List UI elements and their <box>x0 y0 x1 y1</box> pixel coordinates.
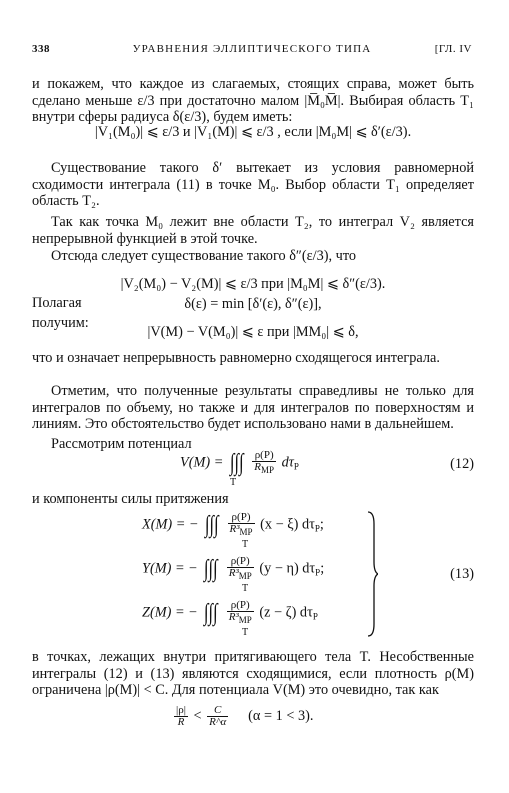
eq12-domain: T <box>230 477 237 488</box>
paragraph-7: что и означает непрерывность равномерно сходящегося интеграла. <box>32 350 440 366</box>
equation-number-13: (13) <box>450 566 474 582</box>
running-title: УРАВНЕНИЯ ЭЛЛИПТИЧЕСКОГО ТИПА <box>132 43 372 55</box>
eq12-fraction: $\frac{\rho(P)}{R_{MP}}$ <box>254 449 275 475</box>
equation-2: |V₂(M₀) − V₂(M)| ⩽ ε/3 при |M₀M| ⩽ δ″(ε/3). <box>120 276 386 292</box>
equation-12: V(M) = ∫∫∫ $\frac{\rho(P)}{R_{MP}}$ $d\tau_P$ <box>180 449 299 476</box>
equation-bound: $\frac{|\rho|}{R}$ < $\frac{C}{R\^{}\alpha}$ (α = 1 < 3). <box>176 704 314 728</box>
paragraph-1: и покажем, что каждое из слагаемых, стоящих справа, может быть сделано меньше ε/3 при достаточно малом |M̅₀M̅|. Выбирая область T₁ внутри сферы радиуса δ(ε/3), будем иметь: <box>32 76 474 125</box>
equation-number-12: (12) <box>450 456 474 472</box>
equation-1: |V₁(M₀)| ⩽ ε/3 и |V₁(M)| ⩽ ε/3 , если |M₀M| ⩽ δ′(ε/3). <box>94 124 412 140</box>
paragraph-3: Так как точка M₀ лежит вне области T₂, то интеграл V₂ является непрерывной функцией в этой точке. <box>32 214 474 247</box>
page-number: 338 <box>32 43 50 55</box>
running-header <box>32 43 472 59</box>
eq13-y-domain: T <box>242 583 249 594</box>
triple-integral: ∫∫∫ <box>229 450 244 476</box>
paragraph-8: Отметим, что полученные результаты справедливы не только для интегралов по объему, но также и для интегралов по поверхностям и линиям. Это обстоятельство будет использовано нами в дальнейшем. <box>32 383 474 432</box>
eq13-z-domain: T <box>242 627 249 638</box>
paragraph-5: Полагая <box>32 295 82 311</box>
equation-13-x: X(M) = − ∫∫∫ $\frac{\rho(P)}{R^3_{MP}}$ (x − ξ) $d\tau_P$; <box>142 511 324 538</box>
equation-4: |V(M) − V(M₀)| ⩽ ε при |MM₀| ⩽ δ, <box>147 324 359 340</box>
paragraph-2: Существование такого δ′ вытекает из условия равномерной сходимости интеграла (11) в точке M₀. Выбор области T₁ определяет область T₂. <box>32 160 474 209</box>
paragraph-10: и компоненты силы притяжения <box>32 491 229 507</box>
equation-13-z: Z(M) = − ∫∫∫ $\frac{\rho(P)}{R^3_{MP}}$ (z − ζ) $d\tau_P$ <box>142 599 318 626</box>
chapter-label: [ГЛ. IV <box>434 43 472 55</box>
eq12-lhs: V(M) = <box>180 454 224 471</box>
right-brace <box>366 510 378 638</box>
paragraph-9: Рассмотрим потенциал <box>51 436 192 452</box>
paragraph-6: получим: <box>32 315 89 331</box>
paragraph-11: в точках, лежащих внутри притягивающего тела T. Несобственные интегралы (12) и (13) являются сходящимися, если плотность ρ(M) ограничена |ρ(M)| < C. Для потенциала V(M) это очевидно, так как <box>32 649 474 698</box>
equation-13-y: Y(M) = − ∫∫∫ $\frac{\rho(P)}{R^3_{MP}}$ (y − η) $d\tau_P$; <box>142 555 325 582</box>
equation-3: δ(ε) = min [δ′(ε), δ″(ε)], <box>184 296 322 312</box>
paragraph-4: Отсюда следует существование такого δ″(ε/3), что <box>51 248 357 264</box>
eq13-x-domain: T <box>242 539 249 550</box>
